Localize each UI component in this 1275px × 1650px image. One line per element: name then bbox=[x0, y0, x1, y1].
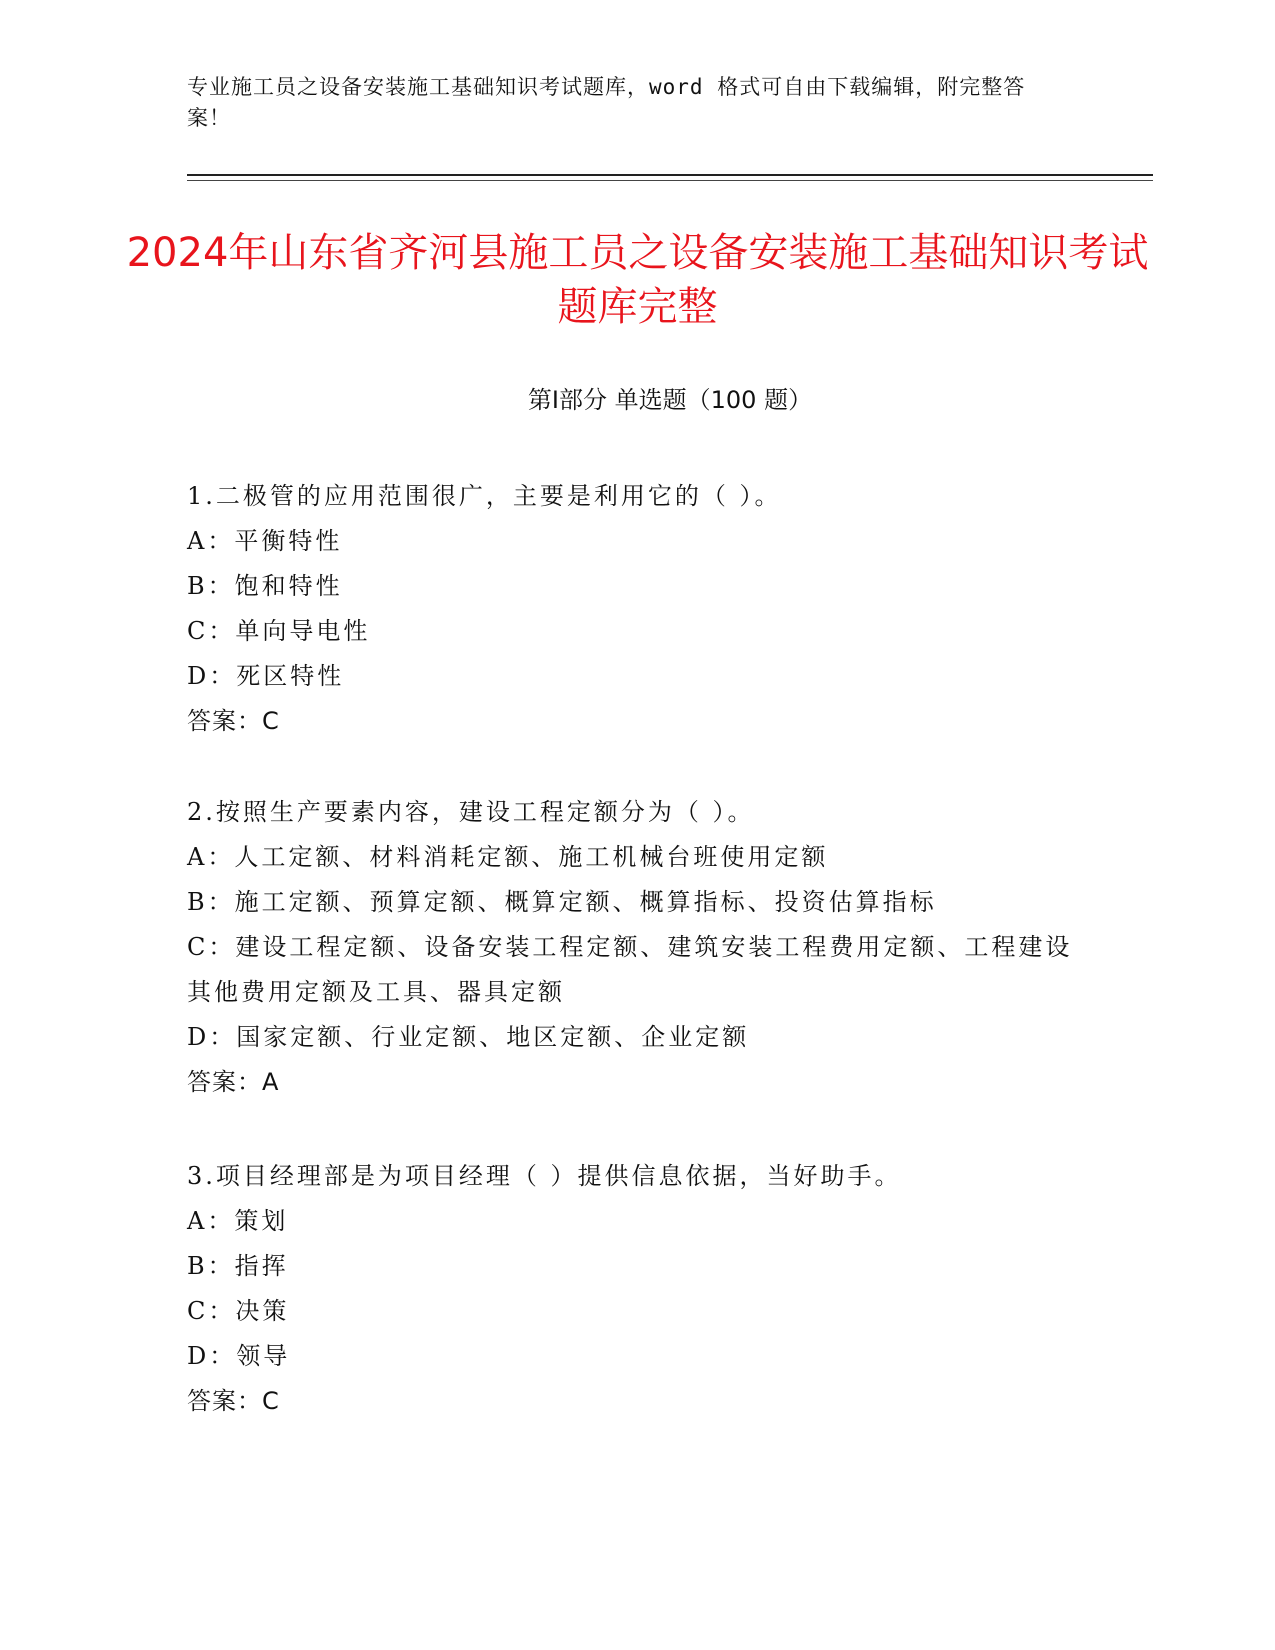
option-c: C：建设工程定额、设备安装工程定额、建筑安装工程费用定额、工程建设其他费用定额及工具、器具定额 bbox=[187, 933, 1073, 1006]
answer-line: 答案：C bbox=[187, 707, 280, 735]
section-heading: 第Ⅰ部分 单选题（100 题） bbox=[527, 386, 813, 414]
option-b: B：饱和特性 bbox=[187, 572, 343, 600]
document-title: 2024年山东省齐河县施工员之设备安装施工基础知识考试题库完整 bbox=[126, 230, 1149, 330]
question-stem: 2.按照生产要素内容，建设工程定额分为（ ）。 bbox=[187, 798, 755, 826]
option-b: B：施工定额、预算定额、概算定额、概算指标、投资估算指标 bbox=[187, 888, 937, 916]
header-divider-thin bbox=[187, 180, 1153, 181]
question-stem: 3.项目经理部是为项目经理（ ）提供信息依据，当好助手。 bbox=[187, 1162, 902, 1190]
answer-line: 答案：A bbox=[187, 1068, 280, 1096]
option-c: C：单向导电性 bbox=[187, 617, 371, 645]
header-divider-thick bbox=[187, 174, 1153, 176]
question-block bbox=[187, 790, 1077, 1105]
option-c: C：决策 bbox=[187, 1297, 290, 1325]
question-block bbox=[187, 1154, 1077, 1424]
option-a: A：人工定额、材料消耗定额、施工机械台班使用定额 bbox=[187, 843, 829, 871]
option-d: D：死区特性 bbox=[187, 662, 345, 690]
option-b: B：指挥 bbox=[187, 1252, 289, 1280]
option-a: A：平衡特性 bbox=[187, 527, 343, 555]
question-block bbox=[187, 474, 1077, 744]
option-d: D：国家定额、行业定额、地区定额、企业定额 bbox=[187, 1023, 750, 1051]
answer-line: 答案：C bbox=[187, 1387, 280, 1415]
header-note: 专业施工员之设备安装施工基础知识考试题库，word 格式可自由下载编辑，附完整答案！ bbox=[187, 75, 1026, 130]
option-d: D：领导 bbox=[187, 1342, 291, 1370]
question-stem: 1.二极管的应用范围很广，主要是利用它的（ ）。 bbox=[187, 482, 782, 510]
option-a: A：策划 bbox=[187, 1207, 289, 1235]
